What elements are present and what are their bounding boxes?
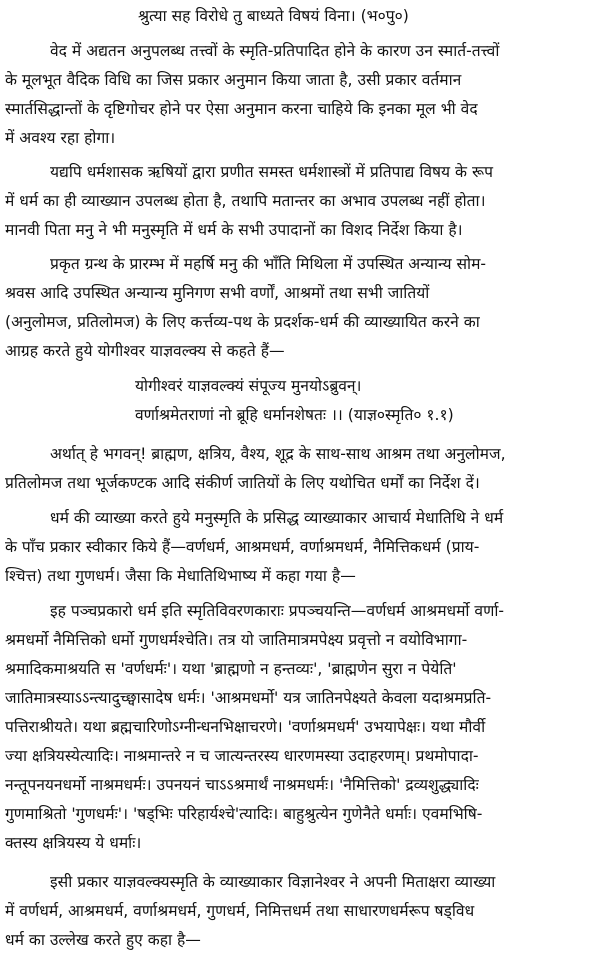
sanskrit-line: क्तस्य क्षत्रियस्य ये धर्माः। <box>5 834 142 852</box>
paragraph-line: आग्रह करते हुये योगीश्वर याज्ञवल्क्य से कहते हैं— <box>5 342 285 360</box>
paragraph-line: में वर्णधर्म, आश्रमधर्म, वर्णाश्रमधर्म, गुणधर्म, निमित्तधर्म तथा साधारणधर्मरूप षड्विध <box>5 902 475 920</box>
sanskrit-line: श्रमधर्मो नैमित्तिको धर्मो गुणधर्मश्चेति। तत्र यो जातिमात्रमपेक्ष्य प्रवृत्तो न वयोविभागा- <box>5 631 468 649</box>
paragraph-line: श्रवस आदि उपस्थित अन्यान्य मुनिगण सभी वर्णों, आश्रमों तथा सभी जातियों <box>5 284 430 302</box>
paragraph-line: में धर्म का ही व्याख्यान उपलब्ध होता है, तथापि मतान्तर का अभाव उपलब्ध नहीं होता। <box>5 192 486 210</box>
verse-line: वर्णाश्रमेतराणां नो ब्रूहि धर्मानशेषतः ।। (याज्ञ०स्मृति० १.१) <box>135 406 454 424</box>
paragraph-line: वेद में अद्यतन अनुपलब्ध तत्त्वों के स्मृति-प्रतिपादित होने के कारण उन स्मार्त-तत्त्वों <box>50 42 500 60</box>
paragraph-line: अर्थात् हे भगवन्! ब्राह्मण, क्षत्रिय, वैश्य, शूद्र के साथ-साथ आश्रम तथा अनुलोमज, <box>50 445 506 463</box>
verse-line: श्रुत्या सह विरोधे तु बाध्यते विषयं विना। (भ०पु०) <box>138 7 409 25</box>
sanskrit-line: पत्तिराश्रीयते। यथा ब्रह्मचारिणोऽग्नीन्धनभिक्षाचरणे। 'वर्णाश्रमधर्म' उभयापेक्षः। यथा मौर्वी <box>5 718 486 736</box>
paragraph-line: यद्यपि धर्मशासक ऋषियों द्वारा प्रणीत समस्त धर्मशास्त्रों में प्रतिपाद्य विषय के रूप <box>50 163 493 181</box>
sanskrit-line: जातिमात्रस्याऽऽन्त्यादुच्छ्वासादेष धर्मः। 'आश्रमधर्मो' यत्र जातिनपेक्ष्यते केवला यदाश्रमप्रति- <box>5 689 492 707</box>
paragraph-line: (अनुलोमज, प्रतिलोमज) के लिए कर्त्तव्य-पथ के प्रदर्शक-धर्म की व्याख्यायित करने का <box>5 313 480 331</box>
paragraph-line: धर्म की व्याख्या करते हुये मनुस्मृति के प्रसिद्ध व्याख्याकार आचार्य मेधातिथि ने धर्म <box>50 509 504 527</box>
paragraph-line: स्मार्तसिद्धान्तों के दृष्टिगोचर होने पर ऐसा अनुमान करना चाहिये कि इनका मूल भी वेद <box>5 100 478 118</box>
sanskrit-line: इह पञ्चप्रकारो धर्म इति स्मृतिविवरणकाराः प्रपञ्चयन्ति—वर्णधर्म आश्रमधर्मो वर्णा- <box>50 602 505 620</box>
paragraph-line: में अवश्य रहा होगा। <box>5 129 116 147</box>
paragraph-line: इसी प्रकार याज्ञवल्क्यस्मृति के व्याख्याकार विज्ञानेश्वर ने अपनी मिताक्षरा व्याख्या <box>50 873 496 891</box>
sanskrit-line: ज्या क्षत्रियस्येत्यादिः। नाश्रमान्तरे न च जात्यन्तरस्य धारणमस्या उदाहरणम्। प्रथमोपादा- <box>5 747 479 765</box>
paragraph-line: धर्म का उल्लेख करते हुए कहा है— <box>5 931 201 949</box>
paragraph-line: प्रतिलोमज तथा भूर्जकण्टक आदि संकीर्ण जातियों के लिए यथोचित धर्मों का निर्देश दें। <box>5 474 480 492</box>
paragraph-line: के मूलभूत वैदिक विधि का जिस प्रकार अनुमान किया जाता है, उसी प्रकार वर्तमान <box>5 71 462 89</box>
sanskrit-line: श्रमादिकमाश्रयति स 'वर्णधर्मः'। यथा 'ब्राह्मणो न हन्तव्यः', 'ब्राह्मणेन सुरा न पेयेति' <box>5 660 457 678</box>
sanskrit-line: गुणमाश्रितो 'गुणधर्मः'। 'षड्भिः परिहार्यश्चे'त्यादिः। बाहुश्रुत्येन गुणेनैते धर्माः। एवमभिषि- <box>5 805 483 823</box>
paragraph-line: प्रकृत ग्रन्थ के प्रारम्भ में महर्षि मनु की भाँति मिथिला में उपस्थित अन्यान्य सोम- <box>50 255 487 273</box>
verse-line: योगीश्वरं याज्ञवल्क्यं संपूज्य मुनयोऽब्रुवन्। <box>135 377 362 395</box>
paragraph-line: श्चित्त) तथा गुणधर्म। जैसा कि मेधातिथिभाष्य में कहा गया है— <box>5 567 356 585</box>
paragraph-line: मानवी पिता मनु ने भी मनुस्मृति में धर्म के सभी उपादानों का विशद निर्देश किया है। <box>5 221 463 239</box>
sanskrit-line: नन्तूपनयनधर्मो नाश्रमधर्मः। उपनयनं चाऽऽश्रमार्थं नाश्रमधर्मः। 'नैमित्तिको' द्रव्यशुद्ध्यादिः <box>5 776 479 794</box>
paragraph-line: के पाँच प्रकार स्वीकार किये हैं—वर्णधर्म, आश्रमधर्म, वर्णाश्रमधर्म, नैमित्तिकधर्म (प्राय- <box>5 538 480 556</box>
